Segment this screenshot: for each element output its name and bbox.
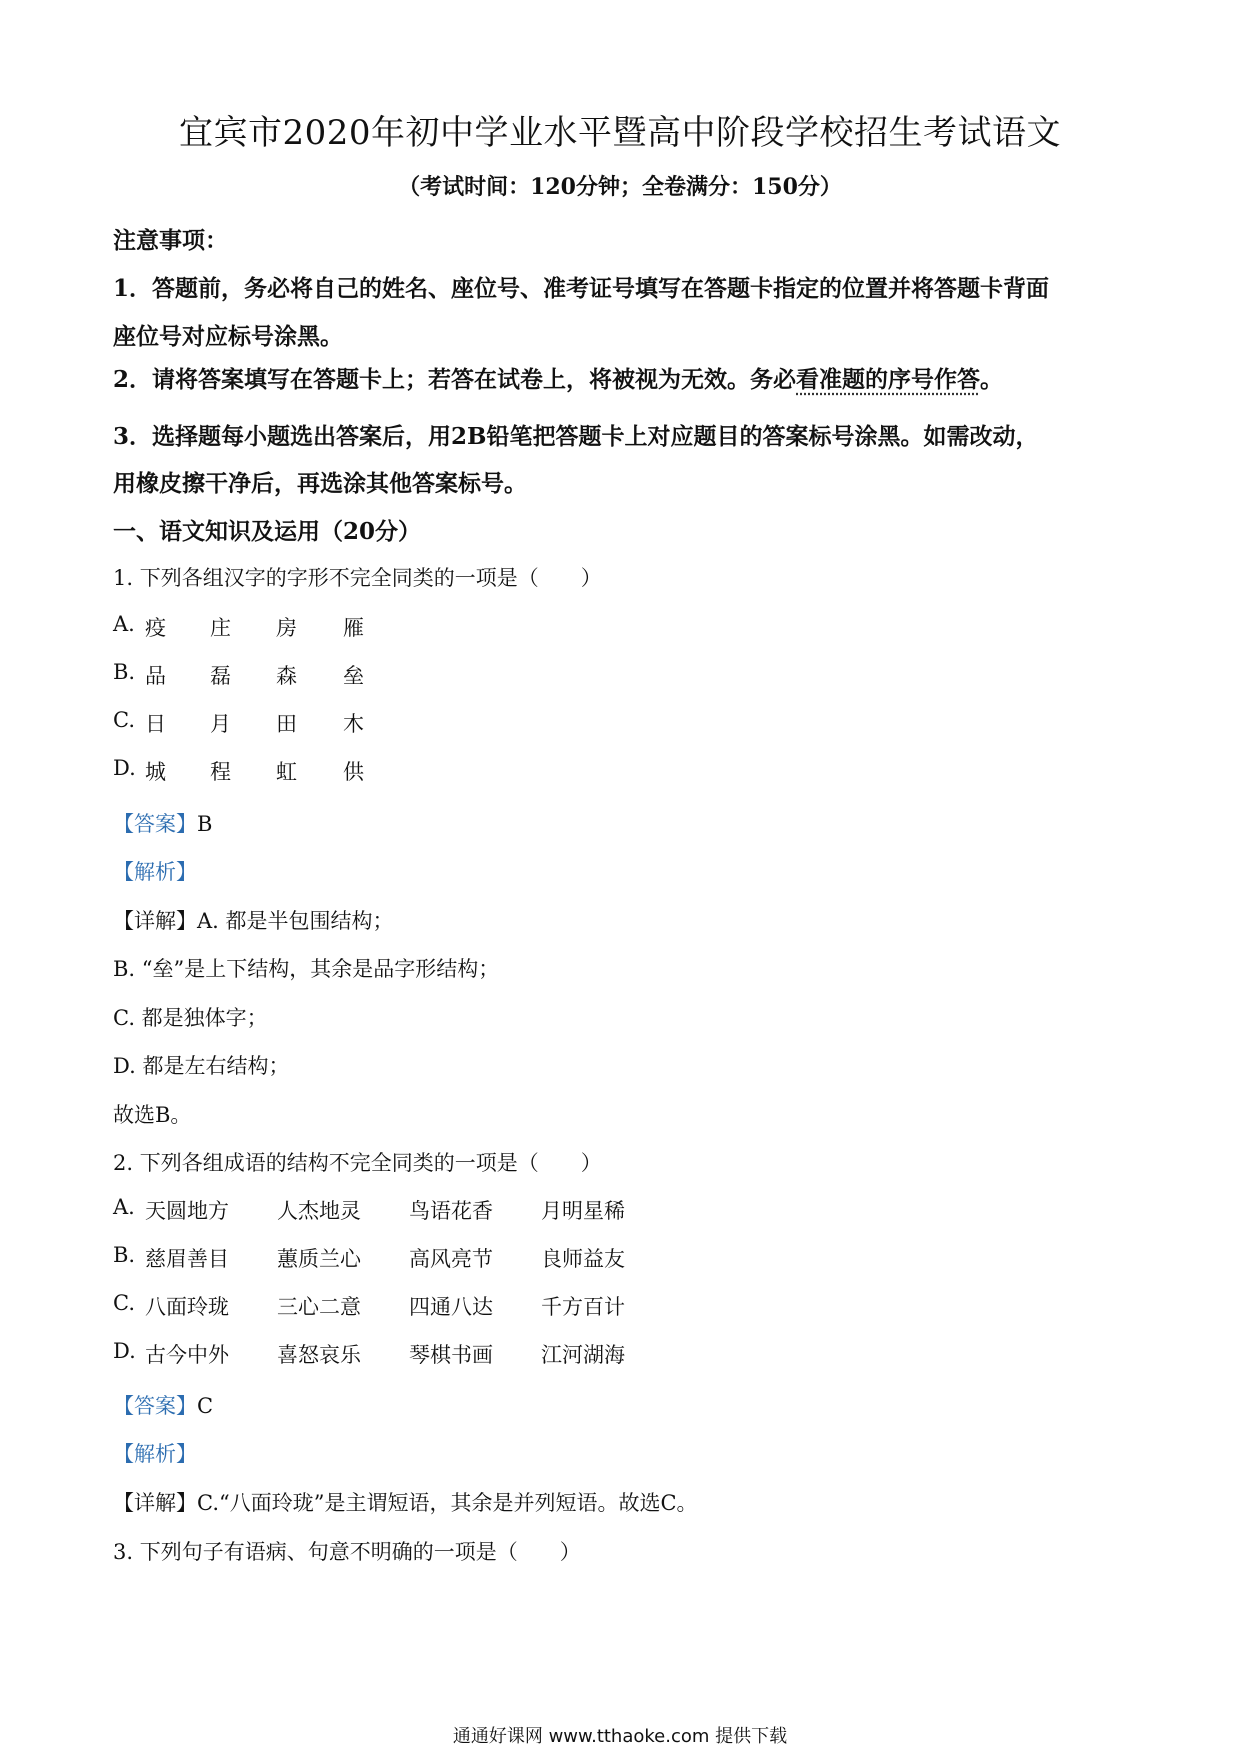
option-item: 房 [276, 616, 297, 640]
answer-value: C [197, 1394, 214, 1418]
notice-item-2-main: 2．请将答案填写在答题卡上；若答在试卷上，将被视为无效。务必 [113, 366, 797, 393]
option-item: 雁 [343, 616, 364, 640]
option-label: B. [113, 660, 136, 684]
q1-detail-line: 故选B。 [113, 1103, 192, 1127]
option-item: 慈眉善目 [145, 1247, 229, 1271]
notice-item-2 [113, 361, 1003, 394]
option-item: 天圆地方 [145, 1199, 229, 1223]
q2-detail [113, 1487, 698, 1517]
detail-tag: 【详解】 [113, 909, 197, 933]
option-item: 垒 [343, 664, 364, 688]
option-item: 良师益友 [541, 1247, 625, 1271]
q1-detail-line: B. “垒”是上下结构，其余是品字形结构； [113, 957, 500, 981]
exam-subtitle: （考试时间：120分钟；全卷满分：150分） [398, 174, 842, 200]
option-item: 人杰地灵 [277, 1199, 361, 1223]
option-item: 四通八达 [409, 1295, 493, 1319]
detail-tag: 【详解】 [113, 1491, 197, 1515]
q1-detail-line: C. 都是独体字； [113, 1006, 268, 1030]
q2-analysis-tag: 【解析】 [113, 1442, 197, 1466]
option-item: 森 [276, 664, 297, 688]
option-label: D. [113, 1339, 136, 1363]
q1-detail-first [113, 905, 394, 935]
notice-item-2-emphasis: 看准题的序号作答 [796, 366, 981, 393]
option-label: A. [113, 612, 135, 636]
q2-stem: 2. 下列各组成语的结构不完全同类的一项是（ ） [113, 1151, 602, 1175]
option-item: 蕙质兰心 [277, 1247, 361, 1271]
option-item: 古今中外 [145, 1343, 229, 1367]
notice-item-3-line-2: 用橡皮擦干净后，再选涂其他答案标号。 [113, 470, 527, 497]
option-item: 鸟语花香 [409, 1199, 493, 1223]
option-item: 月 [210, 712, 231, 736]
option-item: 供 [343, 760, 364, 784]
q1-stem: 1. 下列各组汉字的字形不完全同类的一项是（ ） [113, 566, 602, 590]
option-item: 高风亮节 [409, 1247, 493, 1271]
q3-stem: 3. 下列句子有语病、句意不明确的一项是（ ） [113, 1540, 581, 1564]
option-item: 三心二意 [277, 1295, 361, 1319]
option-item: 琴棋书画 [409, 1343, 493, 1367]
option-item: 品 [145, 664, 166, 688]
option-item: 庄 [210, 616, 231, 640]
option-label: A. [113, 1195, 135, 1219]
answer-tag: 【答案】 [113, 812, 197, 836]
q1-detail-line: D. 都是左右结构； [113, 1054, 290, 1078]
option-item: 疫 [145, 616, 166, 640]
q2-answer [113, 1390, 213, 1420]
page-footer: 通通好课网 www.tthaoke.com 提供下载 [452, 1726, 788, 1747]
notice-heading: 注意事项： [113, 227, 228, 254]
notice-item-1-line-1: 1．答题前，务必将自己的姓名、座位号、准考证号填写在答题卡指定的位置并将答题卡背面 [113, 275, 1050, 302]
notice-item-3-line-1: 3．选择题每小题选出答案后，用2B铅笔把答题卡上对应题目的答案标号涂黑。如需改动， [113, 423, 1039, 450]
option-item: 虹 [276, 760, 297, 784]
option-label: B. [113, 1243, 136, 1267]
option-label: D. [113, 756, 136, 780]
q1-answer [113, 808, 212, 838]
option-item: 磊 [210, 664, 231, 688]
notice-item-1-line-2: 座位号对应标号涂黑。 [113, 323, 343, 350]
option-item: 八面玲珑 [145, 1295, 229, 1319]
section-heading-1: 一、语文知识及运用（20分） [113, 518, 422, 545]
option-label: C. [113, 1291, 135, 1315]
detail-text: C.“八面玲珑”是主谓短语，其余是并列短语。故选C。 [197, 1491, 698, 1515]
notice-item-2-end: 。 [980, 366, 1004, 393]
option-item: 日 [145, 712, 166, 736]
option-item: 月明星稀 [541, 1199, 625, 1223]
page-title: 宜宾市2020年初中学业水平暨高中阶段学校招生考试语文 [178, 113, 1062, 153]
option-label: C. [113, 708, 135, 732]
option-item: 程 [210, 760, 231, 784]
option-item: 千方百计 [541, 1295, 625, 1319]
option-item: 江河湖海 [541, 1343, 625, 1367]
detail-text: A. 都是半包围结构； [197, 909, 394, 933]
option-item: 田 [276, 712, 297, 736]
option-item: 喜怒哀乐 [277, 1343, 361, 1367]
option-item: 城 [145, 760, 166, 784]
option-item: 木 [343, 712, 364, 736]
answer-value: B [197, 812, 213, 836]
q1-analysis-tag: 【解析】 [113, 860, 197, 884]
answer-tag: 【答案】 [113, 1394, 197, 1418]
